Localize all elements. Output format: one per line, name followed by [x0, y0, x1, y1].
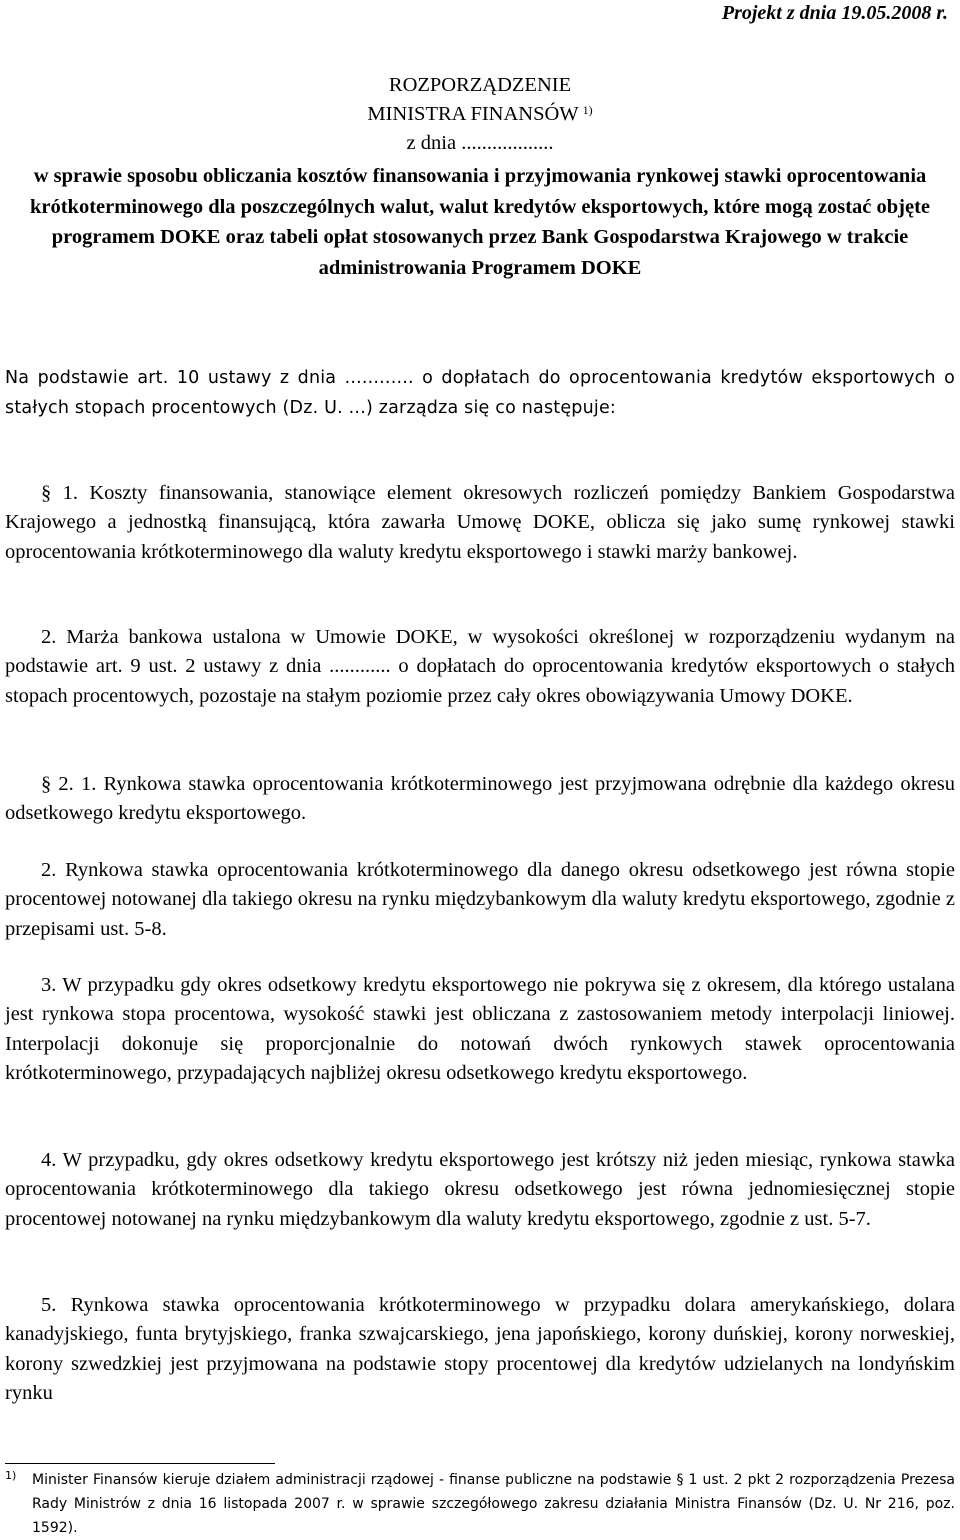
paragraph-2-point-5: 5. Rynkowa stawka oprocentowania krótkoterminowego w przypadku dolara amerykańskiego, dolara kanadyjskiego, funta brytyjskiego, franka szwajcarskiego, jena japońskiego, korony duńskiej, korony norweskiej, korony szwedzkiej jest przyjmowana na podstawie stopy procentowej dla kredytów udzielanych na londyńskim rynku	[5, 1294, 955, 1404]
regulation-subject: w sprawie sposobu obliczania kosztów finansowania i przyjmowania rynkowej stawki oprocentowania krótkoterminowego dla poszczególnych walut, walut kredytów eksportowych, które mogą zostać objęte programem DOKE oraz tabeli opłat stosowanych przez Bank Gospodarstwa Krajowego w trakcie administrowania Programem DOKE	[29, 165, 930, 279]
legal-basis-preamble: Na podstawie art. 10 ustawy z dnia ............ o dopłatach do oprocentowania kredytów eksportowych o stałych stopach procentowych (Dz. U. ...) zarządza się co następuje:	[5, 368, 955, 418]
footnote-mark: 1)	[5, 1469, 17, 1482]
draft-date-note: Projekt z dnia 19.05.2008 r.	[721, 2, 948, 24]
footnote-reference[interactable]: 1)	[582, 103, 593, 117]
title-minister-text: MINISTRA FINANSÓW	[367, 103, 579, 125]
paragraph-1-point-2: 2. Marża bankowa ustalona w Umowie DOKE, w wysokości określonej w rozporządzeniu wydanym na podstawie art. 9 ust. 2 ustawy z dnia ............ o dopłatach do oprocentowania kredytów eksportowych o stałych stopach procentowych, pozostaje na stałym poziomie przez cały okres obowiązywania Umowy DOKE.	[5, 626, 955, 707]
paragraph-1: § 1. Koszty finansowania, stanowiące element okresowych rozliczeń pomiędzy Bankiem Gospodarstwa Krajowego a jednostką finansującą, która zawarła Umowę DOKE, oblicza się jako sumę rynkowej stawki oprocentowania krótkoterminowego dla waluty kredytu eksportowego i stawki marży bankowej.	[5, 482, 955, 563]
regulation-title	[0, 71, 960, 158]
footnote	[5, 1468, 955, 1540]
title-line-minister	[0, 100, 960, 129]
paragraph-2-point-4: 4. W przypadku, gdy okres odsetkowy kredytu eksportowego jest krótszy niż jeden miesiąc, rynkowa stawka oprocentowania krótkoterminowego dla takiego okresu odsetkowego jest równa jednomiesięcznej stopie procentowej notowanej na rynku międzybankowym dla waluty kredytu eksportowego, zgodnie z ust. 5-7.	[5, 1149, 955, 1230]
title-line-regulation: ROZPORZĄDZENIE	[388, 74, 572, 96]
footnote-separator	[5, 1463, 275, 1464]
title-line-date: z dnia ..................	[406, 132, 554, 154]
footnote-text: Minister Finansów kieruje działem administracji rządowej - finanse publiczne na podstawie § 1 ust. 2 pkt 2 rozporządzenia Prezesa Rady Ministrów z dnia 16 listopada 2007 r. w sprawie szczegółowego zakresu działania Ministra Finansów (Dz. U. Nr 216, poz. 1592).	[32, 1472, 955, 1536]
paragraph-2: § 2. 1. Rynkowa stawka oprocentowania krótkoterminowego jest przyjmowana odrębnie dla każdego okresu odsetkowego kredytu eksportowego.	[5, 773, 955, 825]
paragraph-2-point-3: 3. W przypadku gdy okres odsetkowy kredytu eksportowego nie pokrywa się z okresem, dla którego ustalana jest rynkowa stopa procentowa, wysokość stawki jest obliczana z zastosowaniem metody interpolacji liniowej. Interpolacji dokonuje się proporcjonalnie do notowań dwóch rynkowych stawek oprocentowania krótkoterminowego, przypadających najbliżej okresu odsetkowego kredytu eksportowego.	[5, 974, 955, 1084]
paragraph-2-point-2: 2. Rynkowa stawka oprocentowania krótkoterminowego dla danego okresu odsetkowego jest równa stopie procentowej notowanej dla takiego okresu na rynku międzybankowym dla waluty kredytu eksportowego, zgodnie z przepisami ust. 5-8.	[5, 859, 955, 940]
